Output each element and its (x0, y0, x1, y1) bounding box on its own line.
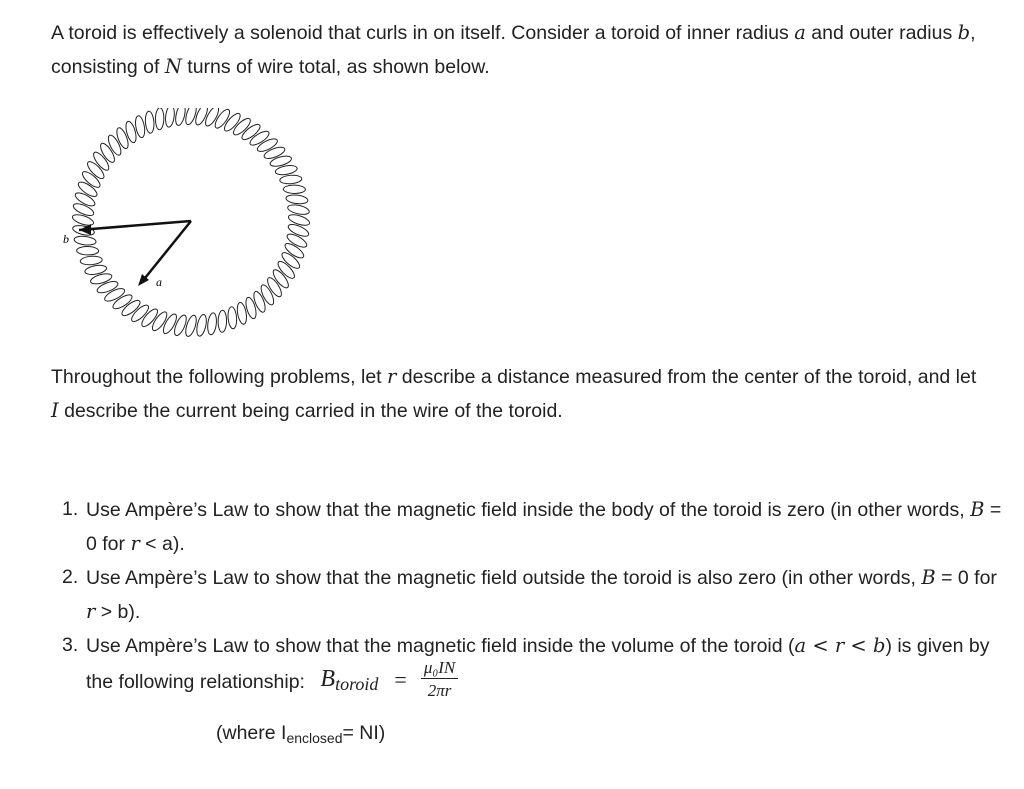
formula-lhs: B (320, 665, 336, 692)
coil-turn (89, 272, 112, 286)
coil-turn (248, 129, 271, 148)
coil-turn (227, 306, 237, 329)
coil-turn (174, 108, 187, 126)
problem-text: Use Ampère’s Law to show that the magnetic field inside the volume of the toroid ( (86, 635, 795, 657)
coil-turn (265, 276, 284, 299)
var-r: r (130, 532, 140, 555)
formula-denominator: 2πr (427, 681, 452, 700)
note-text: = NI) (342, 722, 386, 744)
problem-text: Use Ampère’s Law to show that the magnetic field outside the toroid is also zero (in other words, (86, 567, 922, 589)
enclosed-current-note (216, 717, 385, 750)
coil-turn (256, 136, 279, 153)
coil-turn (263, 145, 287, 161)
coil-turn (252, 290, 268, 314)
problem-number: 1. (62, 498, 79, 520)
problem-item (62, 629, 1002, 703)
definitions-text: describe the current being carried in the wire of the toroid. (58, 400, 563, 422)
var-r: r (86, 600, 96, 623)
note-subscript: enclosed (286, 730, 343, 746)
coil-turn (145, 111, 155, 134)
coil-turn (269, 154, 292, 168)
toroid-figure (58, 108, 320, 344)
radius-range: a < r < b (794, 634, 886, 657)
problem-text: ) is given by the following relationship: (86, 635, 990, 694)
coil-turn (74, 235, 97, 246)
intro-text: A toroid is effectively a solenoid that curls in on itself. Consider a toroid of inner radius (51, 22, 795, 44)
problem-text: = 0 for (86, 499, 1002, 555)
var-b-field: B (970, 498, 985, 521)
coil-turn (195, 314, 208, 337)
coil-turn (96, 279, 120, 295)
coil-turn (271, 268, 291, 290)
outer-radius-line (79, 221, 191, 230)
definitions-text: Throughout the following problems, let (51, 366, 388, 388)
var-r: r (387, 365, 397, 388)
note-text: (where I (216, 722, 287, 744)
formula-numerator: μ₀IN (423, 658, 456, 677)
label-a: a (156, 275, 162, 289)
definitions-text: describe a distance measured from the center of the toroid, and let (396, 366, 977, 388)
coil-turn (283, 185, 305, 194)
coil-turn (91, 150, 111, 172)
inner-radius-line (141, 221, 191, 283)
toroid-field-formula (320, 659, 458, 699)
coil-turn (111, 292, 134, 311)
coil-turn (259, 283, 276, 306)
problem-list (62, 493, 1002, 703)
coil-turn (120, 298, 142, 318)
coil-turn (80, 255, 103, 265)
coil-turn (103, 286, 126, 303)
var-b-field: B (921, 566, 936, 589)
coil-turn (71, 213, 95, 228)
coil-turn (287, 203, 310, 216)
label-b: b (63, 232, 69, 246)
problem-number: 3. (62, 634, 79, 656)
coil-turn (164, 108, 175, 128)
coil-turn (287, 213, 311, 228)
definitions-paragraph (51, 360, 981, 428)
problem-text: = 0 for (935, 567, 997, 589)
var-a: a (794, 21, 806, 44)
coil-turn (286, 194, 309, 205)
coil-turn (155, 108, 164, 130)
coil-turn (98, 141, 117, 164)
problem-text: > b). (95, 601, 141, 623)
problem-text: Use Ampère’s Law to show that the magnetic field inside the body of the toroid is zero (in other words, (86, 499, 971, 521)
intro-text: and outer radius (805, 22, 958, 44)
intro-text: , consisting of (51, 22, 976, 78)
var-i: I (51, 399, 59, 422)
coil-turn (240, 122, 262, 142)
problem-item (62, 493, 1002, 561)
problem-number: 2. (62, 566, 79, 588)
formula-equals: = (394, 666, 407, 692)
coil-turn (77, 246, 99, 255)
intro-text: turns of wire total, as shown below. (181, 56, 490, 78)
formula-fraction (421, 659, 458, 699)
coil-turn (106, 133, 123, 156)
intro-paragraph (51, 16, 981, 84)
formula-lhs-subscript: toroid (335, 673, 379, 694)
problem-item (62, 561, 1002, 629)
problem-text: < a). (139, 533, 185, 555)
var-n: N (164, 55, 182, 78)
coil-turn (115, 126, 131, 150)
coil-turn (279, 174, 302, 184)
var-b: b (957, 21, 971, 44)
coil-turn (218, 310, 227, 332)
coil-turn (207, 312, 218, 335)
